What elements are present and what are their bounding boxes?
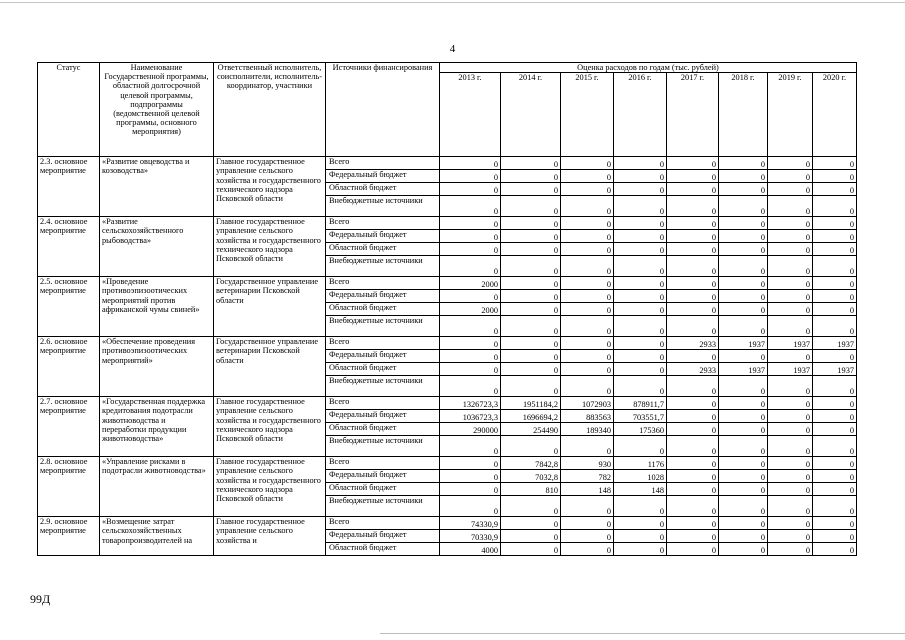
value-cell: 0 <box>667 423 719 436</box>
value-cell: 0 <box>667 397 719 410</box>
value-cell: 0 <box>768 183 813 196</box>
value-cell: 883563 <box>561 410 614 423</box>
source-cell: Внебюджетные источники <box>326 316 440 337</box>
value-cell: 0 <box>719 277 768 290</box>
responsible-cell: Главное государственное управление сельского хозяйства и государственного технического надзора Псковской области <box>214 157 326 217</box>
value-cell: 0 <box>813 436 857 457</box>
value-cell: 0 <box>501 496 561 517</box>
source-cell: Областной бюджет <box>326 183 440 196</box>
value-cell: 0 <box>768 256 813 277</box>
value-cell: 0 <box>440 457 501 470</box>
value-cell: 0 <box>614 290 667 303</box>
value-cell: 0 <box>561 543 614 556</box>
value-cell: 0 <box>768 457 813 470</box>
value-cell: 0 <box>719 316 768 337</box>
value-cell: 0 <box>561 517 614 530</box>
responsible-cell: Государственное управление ветеринарии Псковской области <box>214 277 326 337</box>
value-cell: 0 <box>501 337 561 350</box>
value-cell: 1937 <box>768 363 813 376</box>
header-year: 2020 г. <box>813 73 857 157</box>
source-cell: Внебюджетные источники <box>326 436 440 457</box>
value-cell: 0 <box>719 170 768 183</box>
value-cell: 0 <box>768 530 813 543</box>
value-cell: 0 <box>667 376 719 397</box>
source-cell: Федеральный бюджет <box>326 230 440 243</box>
value-cell: 0 <box>667 350 719 363</box>
header-responsible: Ответственный исполнитель, соисполнители, исполнитель-координатор, участники <box>214 63 326 157</box>
value-cell: 0 <box>440 436 501 457</box>
responsible-cell: Государственное управление ветеринарии Псковской области <box>214 337 326 397</box>
value-cell: 1937 <box>768 337 813 350</box>
header-year: 2016 г. <box>614 73 667 157</box>
value-cell: 810 <box>501 483 561 496</box>
value-cell: 2000 <box>440 303 501 316</box>
source-cell: Областной бюджет <box>326 423 440 436</box>
source-cell: Внебюджетные источники <box>326 256 440 277</box>
value-cell: 0 <box>813 457 857 470</box>
value-cell: 0 <box>813 483 857 496</box>
value-cell: 189340 <box>561 423 614 436</box>
value-cell: 0 <box>768 316 813 337</box>
value-cell: 0 <box>561 230 614 243</box>
scan-edge-bottom <box>380 633 905 634</box>
value-cell: 1937 <box>719 363 768 376</box>
value-cell: 0 <box>768 397 813 410</box>
value-cell: 74330,9 <box>440 517 501 530</box>
value-cell: 0 <box>614 363 667 376</box>
value-cell: 0 <box>561 337 614 350</box>
value-cell: 0 <box>813 183 857 196</box>
value-cell: 0 <box>768 410 813 423</box>
value-cell: 0 <box>813 410 857 423</box>
value-cell: 0 <box>813 256 857 277</box>
value-cell: 0 <box>501 230 561 243</box>
value-cell: 0 <box>813 303 857 316</box>
value-cell: 254490 <box>501 423 561 436</box>
value-cell: 0 <box>561 530 614 543</box>
value-cell: 0 <box>768 230 813 243</box>
value-cell: 1036723,3 <box>440 410 501 423</box>
expenditure-table <box>37 62 857 556</box>
value-cell: 0 <box>813 196 857 217</box>
value-cell: 0 <box>561 217 614 230</box>
value-cell: 0 <box>501 256 561 277</box>
source-cell: Всего <box>326 217 440 230</box>
value-cell: 1696694,2 <box>501 410 561 423</box>
value-cell: 0 <box>667 183 719 196</box>
value-cell: 0 <box>813 230 857 243</box>
value-cell: 0 <box>719 243 768 256</box>
value-cell: 0 <box>719 303 768 316</box>
source-cell: Внебюджетные источники <box>326 196 440 217</box>
value-cell: 0 <box>614 217 667 230</box>
value-cell: 1937 <box>813 363 857 376</box>
value-cell: 0 <box>501 243 561 256</box>
value-cell: 0 <box>813 243 857 256</box>
value-cell: 0 <box>667 290 719 303</box>
status-cell: 2.7. основное мероприятие <box>38 397 100 457</box>
value-cell: 0 <box>667 436 719 457</box>
value-cell: 0 <box>440 483 501 496</box>
value-cell: 0 <box>719 290 768 303</box>
header-year: 2015 г. <box>561 73 614 157</box>
value-cell: 0 <box>440 316 501 337</box>
value-cell: 0 <box>667 496 719 517</box>
value-cell: 0 <box>614 436 667 457</box>
value-cell: 0 <box>561 303 614 316</box>
value-cell: 0 <box>501 170 561 183</box>
value-cell: 0 <box>561 376 614 397</box>
value-cell: 0 <box>561 496 614 517</box>
value-cell: 0 <box>501 316 561 337</box>
value-cell: 0 <box>719 457 768 470</box>
value-cell: 0 <box>667 470 719 483</box>
value-cell: 1951184,2 <box>501 397 561 410</box>
source-cell: Областной бюджет <box>326 483 440 496</box>
value-cell: 0 <box>614 543 667 556</box>
header-sources: Источники финансирования <box>326 63 440 157</box>
value-cell: 0 <box>719 196 768 217</box>
value-cell: 0 <box>813 543 857 556</box>
value-cell: 0 <box>501 376 561 397</box>
value-cell: 0 <box>440 350 501 363</box>
name-cell: «Развитие овцеводства и козоводства» <box>100 157 214 217</box>
value-cell: 878911,7 <box>614 397 667 410</box>
value-cell: 0 <box>501 157 561 170</box>
value-cell: 0 <box>501 290 561 303</box>
value-cell: 0 <box>561 277 614 290</box>
source-cell: Всего <box>326 397 440 410</box>
value-cell: 782 <box>561 470 614 483</box>
source-cell: Всего <box>326 157 440 170</box>
value-cell: 1028 <box>614 470 667 483</box>
name-cell: «Обеспечение проведения противоэпизоотических мероприятий» <box>100 337 214 397</box>
status-cell: 2.3. основное мероприятие <box>38 157 100 217</box>
value-cell: 0 <box>719 397 768 410</box>
header-year: 2013 г. <box>440 73 501 157</box>
value-cell: 0 <box>440 256 501 277</box>
header-year: 2018 г. <box>719 73 768 157</box>
source-cell: Федеральный бюджет <box>326 290 440 303</box>
value-cell: 290000 <box>440 423 501 436</box>
value-cell: 0 <box>614 517 667 530</box>
table-row <box>38 517 857 530</box>
value-cell: 1326723,3 <box>440 397 501 410</box>
value-cell: 0 <box>667 256 719 277</box>
value-cell: 0 <box>719 230 768 243</box>
value-cell: 0 <box>768 303 813 316</box>
header-status: Статус <box>38 63 100 157</box>
source-cell: Областной бюджет <box>326 243 440 256</box>
source-cell: Всего <box>326 277 440 290</box>
value-cell: 930 <box>561 457 614 470</box>
source-cell: Федеральный бюджет <box>326 350 440 363</box>
value-cell: 0 <box>768 543 813 556</box>
table-row <box>38 337 857 350</box>
value-cell: 0 <box>561 363 614 376</box>
value-cell: 2000 <box>440 277 501 290</box>
value-cell: 0 <box>719 217 768 230</box>
value-cell: 0 <box>501 517 561 530</box>
value-cell: 0 <box>768 290 813 303</box>
value-cell: 0 <box>614 496 667 517</box>
value-cell: 0 <box>614 183 667 196</box>
value-cell: 0 <box>813 316 857 337</box>
value-cell: 703551,7 <box>614 410 667 423</box>
value-cell: 7032,8 <box>501 470 561 483</box>
value-cell: 0 <box>440 170 501 183</box>
value-cell: 0 <box>501 543 561 556</box>
source-cell: Внебюджетные источники <box>326 376 440 397</box>
value-cell: 0 <box>813 496 857 517</box>
value-cell: 0 <box>440 337 501 350</box>
value-cell: 0 <box>719 410 768 423</box>
page-number: 4 <box>449 43 456 55</box>
value-cell: 0 <box>561 196 614 217</box>
value-cell: 1176 <box>614 457 667 470</box>
value-cell: 0 <box>719 517 768 530</box>
source-cell: Всего <box>326 337 440 350</box>
table-row <box>38 397 857 410</box>
value-cell: 0 <box>614 376 667 397</box>
header-name: Наименование Государственной программы, областной долгосрочной целевой программы, подпрограммы (ведомственной целевой программы, основного мероприятия) <box>100 63 214 157</box>
value-cell: 0 <box>440 470 501 483</box>
value-cell: 0 <box>719 183 768 196</box>
value-cell: 0 <box>813 290 857 303</box>
responsible-cell: Главное государственное управление сельского хозяйства и <box>214 517 326 556</box>
value-cell: 0 <box>614 337 667 350</box>
table-row <box>38 217 857 230</box>
value-cell: 0 <box>768 517 813 530</box>
value-cell: 0 <box>614 243 667 256</box>
header-year: 2019 г. <box>768 73 813 157</box>
value-cell: 0 <box>768 423 813 436</box>
status-cell: 2.6. основное мероприятие <box>38 337 100 397</box>
source-cell: Областной бюджет <box>326 363 440 376</box>
value-cell: 2933 <box>667 337 719 350</box>
value-cell: 2933 <box>667 363 719 376</box>
value-cell: 0 <box>667 243 719 256</box>
value-cell: 0 <box>667 170 719 183</box>
value-cell: 0 <box>614 256 667 277</box>
value-cell: 0 <box>667 217 719 230</box>
value-cell: 0 <box>440 217 501 230</box>
value-cell: 0 <box>614 170 667 183</box>
value-cell: 0 <box>561 243 614 256</box>
value-cell: 1072903 <box>561 397 614 410</box>
value-cell: 0 <box>561 170 614 183</box>
value-cell: 0 <box>768 217 813 230</box>
value-cell: 0 <box>440 157 501 170</box>
value-cell: 0 <box>667 483 719 496</box>
value-cell: 0 <box>440 196 501 217</box>
value-cell: 0 <box>614 196 667 217</box>
value-cell: 0 <box>440 363 501 376</box>
value-cell: 1937 <box>719 337 768 350</box>
value-cell: 0 <box>813 170 857 183</box>
responsible-cell: Главное государственное управление сельского хозяйства и государственного технического надзора Псковской области <box>214 397 326 457</box>
value-cell: 0 <box>667 157 719 170</box>
value-cell: 0 <box>614 350 667 363</box>
value-cell: 1937 <box>813 337 857 350</box>
value-cell: 0 <box>719 496 768 517</box>
value-cell: 0 <box>813 530 857 543</box>
value-cell: 0 <box>501 363 561 376</box>
value-cell: 0 <box>813 423 857 436</box>
status-cell: 2.8. основное мероприятие <box>38 457 100 517</box>
name-cell: «Проведение противоэпизоотических мероприятий против африканской чумы свиней» <box>100 277 214 337</box>
value-cell: 0 <box>719 436 768 457</box>
value-cell: 0 <box>501 196 561 217</box>
value-cell: 0 <box>561 316 614 337</box>
value-cell: 0 <box>614 303 667 316</box>
value-cell: 0 <box>768 483 813 496</box>
value-cell: 0 <box>667 196 719 217</box>
value-cell: 0 <box>719 470 768 483</box>
value-cell: 0 <box>813 157 857 170</box>
value-cell: 0 <box>719 543 768 556</box>
name-cell: «Государственная поддержка кредитования подотрасли животноводства и переработки продукции животноводства» <box>100 397 214 457</box>
source-cell: Федеральный бюджет <box>326 530 440 543</box>
value-cell: 0 <box>561 436 614 457</box>
status-cell: 2.4. основное мероприятие <box>38 217 100 277</box>
source-cell: Внебюджетные источники <box>326 496 440 517</box>
value-cell: 0 <box>501 436 561 457</box>
value-cell: 0 <box>614 230 667 243</box>
value-cell: 0 <box>768 157 813 170</box>
value-cell: 0 <box>561 157 614 170</box>
value-cell: 0 <box>768 376 813 397</box>
value-cell: 0 <box>501 277 561 290</box>
source-cell: Федеральный бюджет <box>326 410 440 423</box>
footer-label: 99Д <box>30 592 51 606</box>
header-estimate: Оценка расходов по годам (тыс. рублей) <box>440 63 857 73</box>
value-cell: 0 <box>501 217 561 230</box>
value-cell: 0 <box>440 183 501 196</box>
value-cell: 0 <box>719 483 768 496</box>
value-cell: 0 <box>719 423 768 436</box>
value-cell: 0 <box>614 530 667 543</box>
value-cell: 0 <box>813 217 857 230</box>
value-cell: 0 <box>440 290 501 303</box>
value-cell: 0 <box>501 303 561 316</box>
value-cell: 148 <box>614 483 667 496</box>
value-cell: 0 <box>813 517 857 530</box>
value-cell: 0 <box>501 350 561 363</box>
value-cell: 0 <box>667 277 719 290</box>
value-cell: 0 <box>768 436 813 457</box>
value-cell: 0 <box>813 350 857 363</box>
table-row <box>38 457 857 470</box>
value-cell: 0 <box>667 457 719 470</box>
value-cell: 0 <box>719 530 768 543</box>
value-cell: 0 <box>440 496 501 517</box>
responsible-cell: Главное государственное управление сельского хозяйства и государственного технического надзора Псковской области <box>214 457 326 517</box>
source-cell: Всего <box>326 457 440 470</box>
source-cell: Всего <box>326 517 440 530</box>
value-cell: 0 <box>561 256 614 277</box>
value-cell: 0 <box>561 290 614 303</box>
value-cell: 70330,9 <box>440 530 501 543</box>
value-cell: 0 <box>719 350 768 363</box>
value-cell: 0 <box>768 196 813 217</box>
value-cell: 0 <box>768 350 813 363</box>
value-cell: 0 <box>614 316 667 337</box>
value-cell: 0 <box>768 277 813 290</box>
value-cell: 0 <box>667 303 719 316</box>
name-cell: «Управление рисками в подотрасли животноводства» <box>100 457 214 517</box>
table-row <box>38 157 857 170</box>
source-cell: Федеральный бюджет <box>326 470 440 483</box>
name-cell: «Развитие сельскохозяйственного рыбоводства» <box>100 217 214 277</box>
value-cell: 0 <box>501 183 561 196</box>
value-cell: 0 <box>440 243 501 256</box>
value-cell: 0 <box>813 470 857 483</box>
value-cell: 0 <box>768 243 813 256</box>
value-cell: 0 <box>813 397 857 410</box>
value-cell: 0 <box>667 543 719 556</box>
value-cell: 0 <box>813 277 857 290</box>
value-cell: 0 <box>667 410 719 423</box>
value-cell: 0 <box>719 256 768 277</box>
value-cell: 0 <box>561 350 614 363</box>
value-cell: 0 <box>667 230 719 243</box>
value-cell: 0 <box>561 183 614 196</box>
responsible-cell: Главное государственное управление сельского хозяйства и государственного технического надзора Псковской области <box>214 217 326 277</box>
value-cell: 0 <box>667 517 719 530</box>
value-cell: 0 <box>614 157 667 170</box>
value-cell: 0 <box>614 277 667 290</box>
value-cell: 0 <box>768 496 813 517</box>
value-cell: 175360 <box>614 423 667 436</box>
scan-edge-top <box>0 2 905 3</box>
value-cell: 0 <box>768 170 813 183</box>
table-row <box>38 277 857 290</box>
value-cell: 0 <box>501 530 561 543</box>
value-cell: 0 <box>719 376 768 397</box>
value-cell: 0 <box>440 376 501 397</box>
value-cell: 4000 <box>440 543 501 556</box>
value-cell: 7842,8 <box>501 457 561 470</box>
value-cell: 0 <box>667 530 719 543</box>
value-cell: 0 <box>719 157 768 170</box>
status-cell: 2.9. основное мероприятие <box>38 517 100 556</box>
value-cell: 148 <box>561 483 614 496</box>
name-cell: «Возмещение затрат сельскохозяйственных товаропроизводителей на <box>100 517 214 556</box>
value-cell: 0 <box>440 230 501 243</box>
header-year: 2017 г. <box>667 73 719 157</box>
source-cell: Областной бюджет <box>326 543 440 556</box>
value-cell: 0 <box>667 316 719 337</box>
value-cell: 0 <box>768 470 813 483</box>
source-cell: Областной бюджет <box>326 303 440 316</box>
value-cell: 0 <box>813 376 857 397</box>
header-year: 2014 г. <box>501 73 561 157</box>
source-cell: Федеральный бюджет <box>326 170 440 183</box>
status-cell: 2.5. основное мероприятие <box>38 277 100 337</box>
header-row <box>38 63 857 73</box>
